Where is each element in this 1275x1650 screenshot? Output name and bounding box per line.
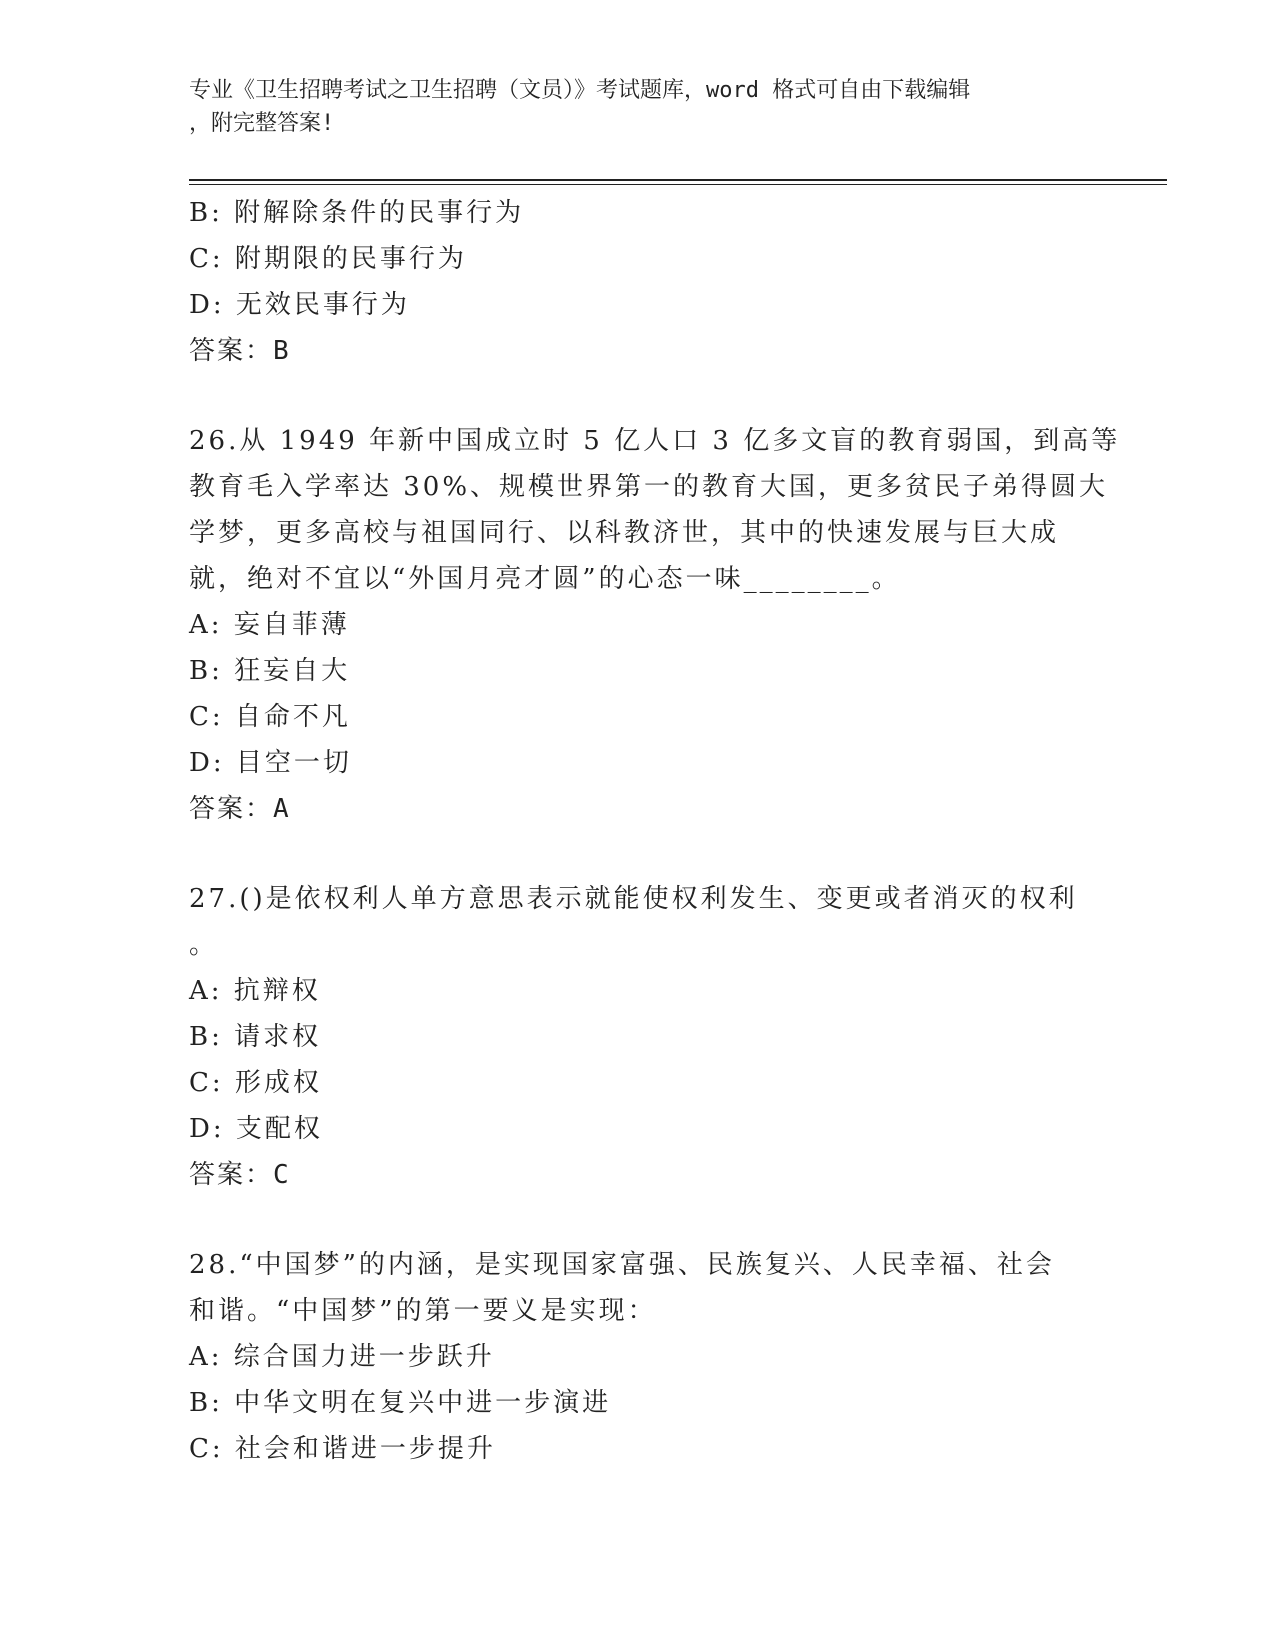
question-25-tail [189, 190, 1094, 374]
answer-label: 答案： [189, 1160, 274, 1190]
answer-label: 答案： [189, 336, 274, 366]
header-divider [189, 179, 1167, 181]
document-body [189, 190, 1121, 1472]
option-b: B: 请求权 [189, 1022, 322, 1052]
question-stem-line: 28.“中国梦”的内涵，是实现国家富强、民族复兴、人民幸福、社会 [189, 1250, 1055, 1280]
option-c: C: 自命不凡 [189, 702, 351, 732]
header-divider-thin [189, 184, 1167, 185]
option-b: B: 附解除条件的民事行为 [189, 198, 525, 228]
question-stem-line: 27.()是依权利人单方意思表示就能使权利发生、变更或者消灭的权利 [189, 884, 1078, 914]
option-d: D: 无效民事行为 [189, 290, 410, 320]
question-stem-line: 学梦，更多高校与祖国同行、以科教济世，其中的快速发展与巨大成 [189, 518, 1060, 548]
header-title-line-1: 专业《卫生招聘考试之卫生招聘（文员）》考试题库，word 格式可自由下载编辑 [189, 78, 971, 103]
option-a: A: 综合国力进一步跃升 [189, 1342, 495, 1372]
option-a: A: 抗辩权 [189, 976, 321, 1006]
option-b: B: 中华文明在复兴中进一步演进 [189, 1388, 612, 1418]
answer-value: B [273, 336, 289, 366]
answer-line [189, 1152, 1094, 1198]
question-stem-line: 教育毛入学率达 30%、规模世界第一的教育大国，更多贫民子弟得圆大 [189, 472, 1109, 502]
header-title-line-2: ，附完整答案! [189, 111, 335, 136]
question-stem-line: 就，绝对不宜以“外国月亮才圆”的心态一味________。 [189, 564, 901, 594]
option-c: C: 形成权 [189, 1068, 322, 1098]
answer-value: A [273, 794, 289, 824]
option-d: D: 支配权 [189, 1114, 323, 1144]
page-header [189, 74, 1089, 140]
option-d: D: 目空一切 [189, 748, 352, 778]
question-28 [189, 1242, 1094, 1472]
option-c: C: 社会和谐进一步提升 [189, 1434, 496, 1464]
answer-line [189, 328, 1094, 374]
question-stem-line: 26.从 1949 年新中国成立时 5 亿人口 3 亿多文盲的教育弱国，到高等 [189, 426, 1121, 456]
question-stem-line: 和谐。“中国梦”的第一要义是实现： [189, 1296, 657, 1326]
option-a: A: 妄自菲薄 [189, 610, 350, 640]
answer-line [189, 786, 1094, 832]
answer-label: 答案： [189, 794, 274, 824]
question-26 [189, 418, 1121, 832]
answer-value: C [273, 1160, 289, 1190]
question-stem-line: 。 [189, 930, 219, 960]
option-b: B: 狂妄自大 [189, 656, 351, 686]
question-27 [189, 876, 1094, 1198]
option-c: C: 附期限的民事行为 [189, 244, 467, 274]
